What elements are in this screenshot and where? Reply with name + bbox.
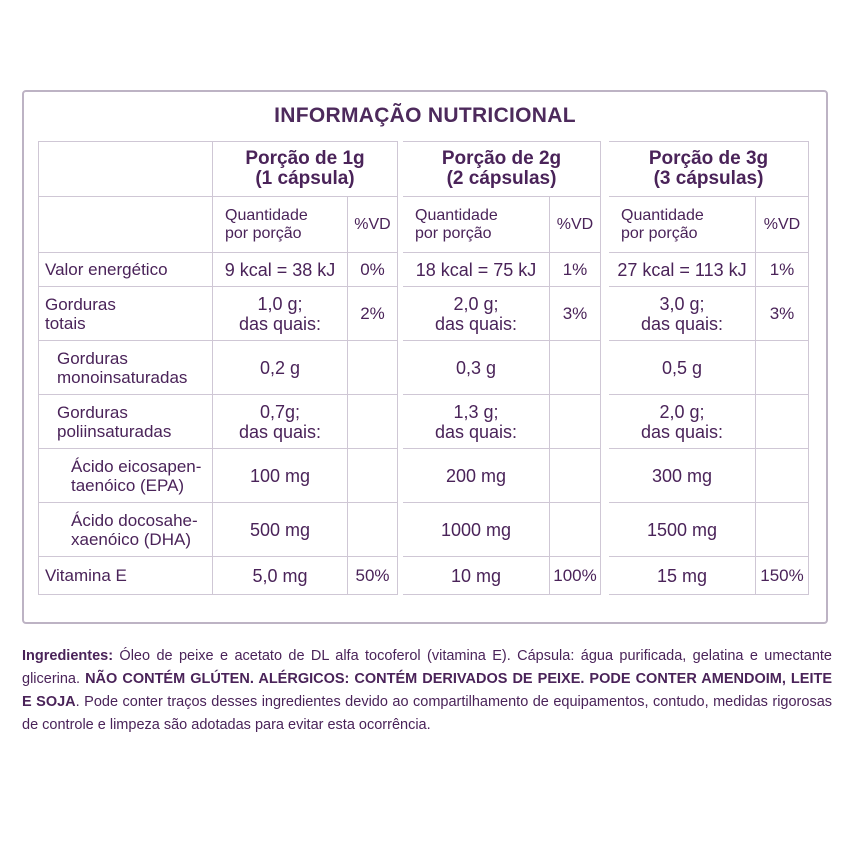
vd-header: %VD [550,197,601,253]
epa-value-3: 300 mg [609,449,756,503]
row-label-total-fat: Gorduras totais [38,287,213,341]
table-row [38,287,809,341]
portion-3-header [609,141,809,197]
vitamin-e-vd-1: 50% [348,557,398,595]
portion-1-header [213,141,398,197]
total-fat-vd-3: 3% [756,287,809,341]
portion-1-label: Porção de 1g [245,148,365,169]
vitamin-e-vd-2: 100% [550,557,601,595]
allergen-warning: NÃO CONTÉM GLÚTEN. ALÉRGICOS: CONTÉM DERIVADOS DE PEIXE. PODE CONTER AMENDOIM, LEITE E SOJA [22,671,832,710]
ingredients-heading: Ingredientes: [22,648,114,664]
vitamin-e-value-1: 5,0 mg [213,557,348,595]
energy-vd-1: 0% [348,253,398,287]
poly-value-3: 2,0 g; das quais: [609,395,756,449]
nutrition-table [38,141,809,595]
portion-3-label: Porção de 3g [648,148,769,169]
poly-value-2: 1,3 g; das quais: [403,395,550,449]
quantity-header: Quantidade por porção [403,197,550,253]
ingredients-text: Ingredientes: Óleo de peixe e acetato de DL alfa tocoferol (vitamina E). Cápsula: água purificada, gelatina e umectante glicerina. NÃO CONTÉM GLÚTEN. ALÉRGICOS: CONTÉM DERIVADOS DE PEIXE. PODE CONTER AMENDOIM, LEITE E SOJA. Pode conter traços desses ingredientes devido ao compartilhamento de equipamentos, contudo, medidas rigorosas de controle e limpeza são adotadas para evitar esta ocorrência. [22,648,833,733]
row-label-mono: Gorduras monoinsaturadas [38,341,213,395]
table-title: INFORMAÇÃO NUTRICIONAL [274,104,576,127]
energy-value-3: 27 kcal = 113 kJ [609,253,756,287]
vd-header: %VD [348,197,398,253]
table-row [38,449,809,503]
energy-vd-2: 1% [550,253,601,287]
poly-value-1: 0,7g; das quais: [213,395,348,449]
total-fat-value-2: 2,0 g; das quais: [403,287,550,341]
table-row [38,503,809,557]
epa-value-2: 200 mg [403,449,550,503]
total-fat-value-1: 1,0 g; das quais: [213,287,348,341]
mono-value-1: 0,2 g [213,341,348,395]
vd-header: %VD [756,197,809,253]
row-label-dha: Ácido docosahe- xaenóico (DHA) [38,503,213,557]
table-row [38,341,809,395]
energy-value-1: 9 kcal = 38 kJ [213,253,348,287]
portion-1-capsules: (1 cápsula) [255,168,355,189]
dha-value-2: 1000 mg [403,503,550,557]
corner-cell [38,141,213,197]
quantity-header: Quantidade por porção [213,197,348,253]
energy-value-2: 18 kcal = 75 kJ [403,253,550,287]
mono-value-2: 0,3 g [403,341,550,395]
row-label-poly: Gorduras poliinsaturadas [38,395,213,449]
total-fat-value-3: 3,0 g; das quais: [609,287,756,341]
portion-3-capsules: (3 cápsulas) [653,168,764,189]
subheader-row [38,197,809,253]
energy-vd-3: 1% [756,253,809,287]
row-label-energy: Valor energético [38,253,213,287]
vitamin-e-vd-3: 150% [756,557,809,595]
epa-value-1: 100 mg [213,449,348,503]
portion-2-label: Porção de 2g [441,148,562,169]
table-row [38,557,809,595]
portion-2-capsules: (2 cápsulas) [446,168,557,189]
row-label-vitamin-e: Vitamina E [38,557,213,595]
total-fat-vd-2: 3% [550,287,601,341]
table-row [38,395,809,449]
mono-value-3: 0,5 g [609,341,756,395]
dha-value-1: 500 mg [213,503,348,557]
quantity-header: Quantidade por porção [609,197,756,253]
row-label-epa: Ácido eicosapen- taenóico (EPA) [38,449,213,503]
portion-header-row [38,141,809,197]
vitamin-e-value-3: 15 mg [609,557,756,595]
total-fat-vd-1: 2% [348,287,398,341]
vitamin-e-value-2: 10 mg [403,557,550,595]
portion-2-header [403,141,601,197]
dha-value-3: 1500 mg [609,503,756,557]
table-row [38,253,809,287]
